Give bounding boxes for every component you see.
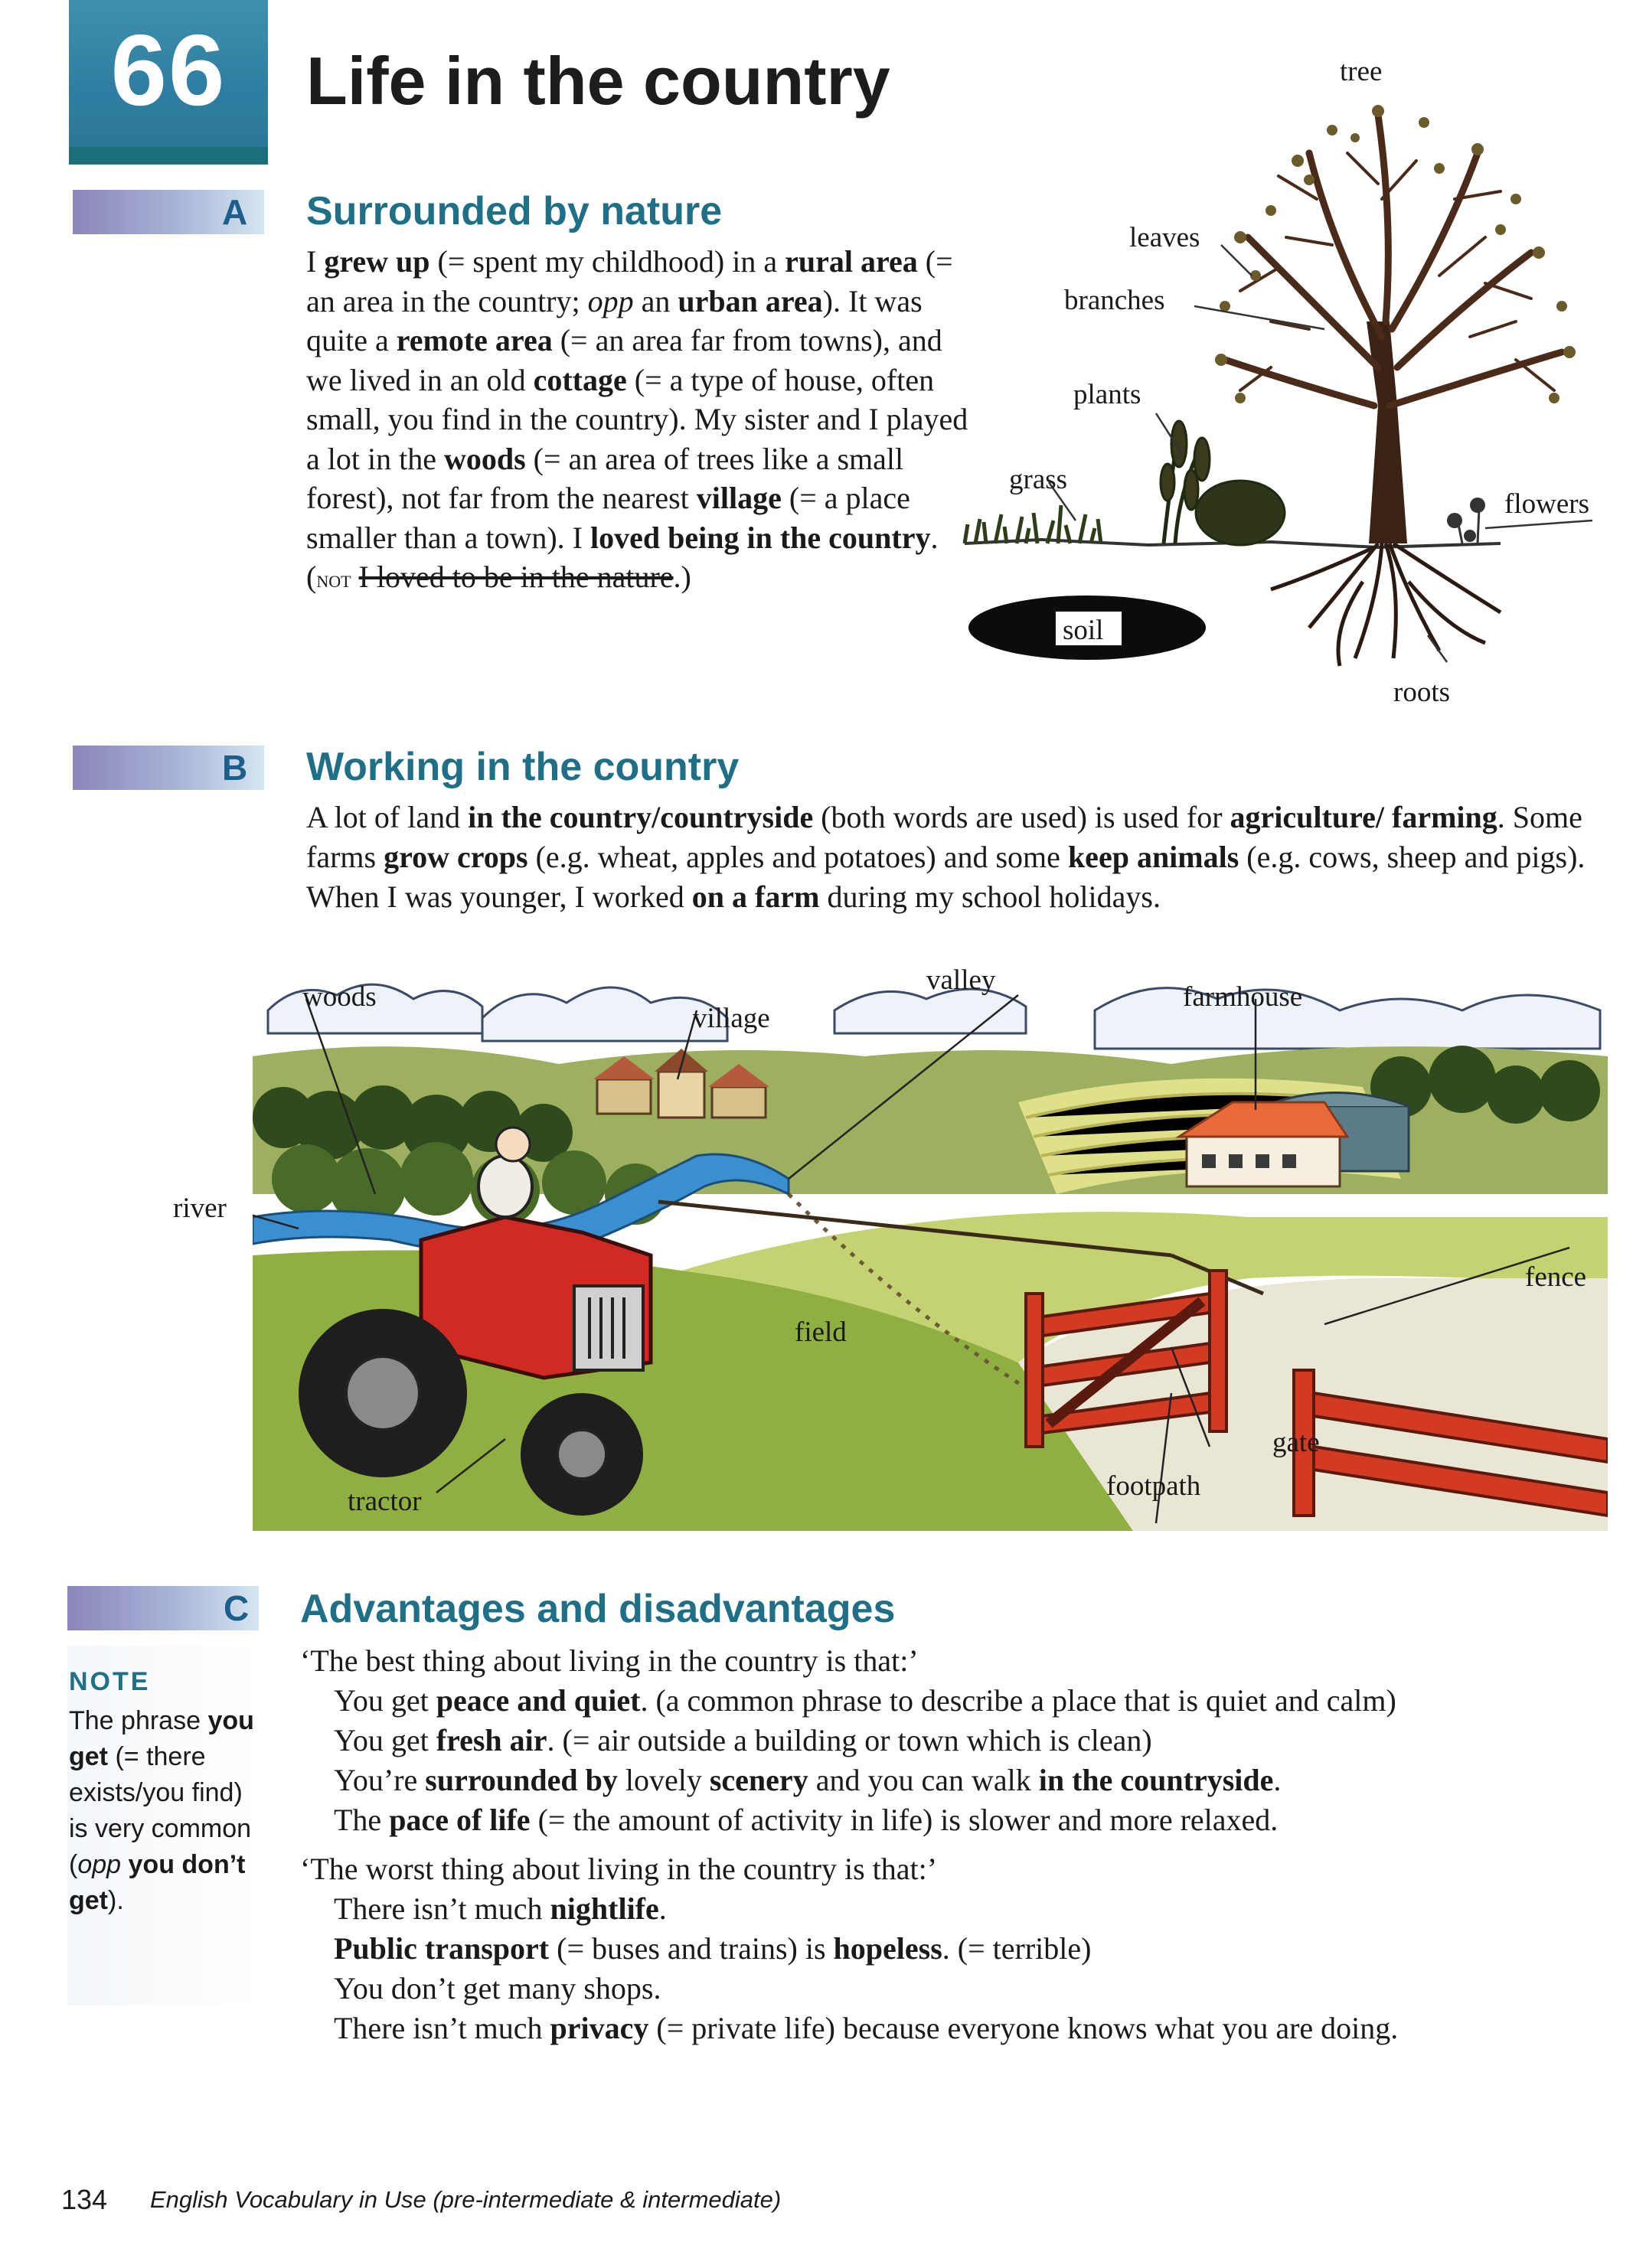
fence-label: fence [1525,1261,1587,1293]
roots-shape [1271,543,1501,666]
plants-shape [1161,421,1285,545]
section-b-heading: Working in the country [306,745,740,789]
flowers-leader [1485,520,1592,528]
tractor-label: tractor [348,1486,422,1517]
tree-trunk [1367,321,1407,543]
worst-intro: ‘The worst thing about living in the country is that:’ [300,1852,938,1886]
footpath-label: footpath [1106,1470,1201,1502]
flowers-shape [1447,498,1485,543]
best-item-2: You get fresh air. (= air outside a building or town which is clean) [334,1723,1152,1757]
section-c-letter: C [224,1588,250,1628]
page-title: Life in the country [306,43,890,119]
section-a-heading: Surrounded by nature [306,189,723,233]
plants-label: plants [1073,379,1141,410]
worst-item-2: Public transport (= buses and trains) is hopeless. (= terrible) [334,1931,1092,1966]
woods-label: woods [302,981,377,1013]
leaves-label: leaves [1129,222,1200,253]
village-label: village [693,1003,770,1034]
section-a-paragraph: I grew up (= spent my childhood) in a rural area (= an area in the country; opp an urban area). It was quite a remote area (= an area far from towns), and we lived in an old cottage (= a type of house, often small, you find in the country). My sister and I played a lot in the woods (= an area of trees like a small forest), not far from the nearest village (= a place smaller than a town). I loved being in the country. (not I loved to be in the nature.) [306,244,968,594]
best-item-1: You get peace and quiet. (a common phrase to describe a place that is quiet and calm) [334,1683,1396,1718]
gate-label: gate [1272,1427,1320,1458]
roots-leader [1428,635,1447,662]
branches-leader [1194,306,1324,329]
section-a-letter: A [222,192,248,232]
section-c-heading: Advantages and disadvantages [300,1587,896,1631]
section-b-paragraph: A lot of land in the country/countryside (both words are used) is used for agriculture/ farming. Some farms grow crops (e.g. wheat, apples and potatoes) and some keep animals (e.g. cows, sheep and pigs). When I was younger, I worked on a farm during my school holidays. [306,800,1586,914]
note-text: The phrase you get (= there exists/you find) is very common (opp you don’t get). [69,1706,254,1915]
roots-label: roots [1393,677,1450,708]
field-label: field [795,1317,847,1348]
countryside-illustration [253,964,1608,1531]
book-title: English Vocabulary in Use (pre-intermediate & intermediate) [150,2186,782,2213]
grass-shape [965,505,1101,543]
unit-number-stripe [69,147,268,164]
tree-label: tree [1340,56,1383,87]
farmhouse-label: farmhouse [1183,981,1303,1013]
valley-label: valley [926,964,996,996]
river-label: river [173,1193,227,1224]
leaves-leader [1221,245,1252,276]
best-item-3: You’re surrounded by lovely scenery and you can walk in the countryside. [334,1763,1282,1797]
best-item-4: The pace of life (= the amount of activity in life) is slower and more relaxed. [334,1803,1279,1837]
unit-number: 66 [110,14,227,126]
soil-label: soil [1063,615,1104,646]
note-heading: NOTE [69,1667,151,1696]
worst-item-1: There isn’t much nightlife. [334,1891,667,1926]
worst-item-3: You don’t get many shops. [334,1971,661,2005]
section-b-letter: B [222,748,248,788]
grass-label: grass [1009,464,1068,495]
page-number: 134 [61,2184,108,2215]
flowers-label: flowers [1504,488,1589,520]
worst-item-4: There isn’t much privacy (= private life) because everyone knows what you are doing. [334,2011,1399,2045]
tree-illustration [949,46,1623,704]
branches-label: branches [1064,285,1165,316]
branches-shape [1225,115,1562,406]
best-intro: ‘The best thing about living in the country is that:’ [300,1643,919,1678]
